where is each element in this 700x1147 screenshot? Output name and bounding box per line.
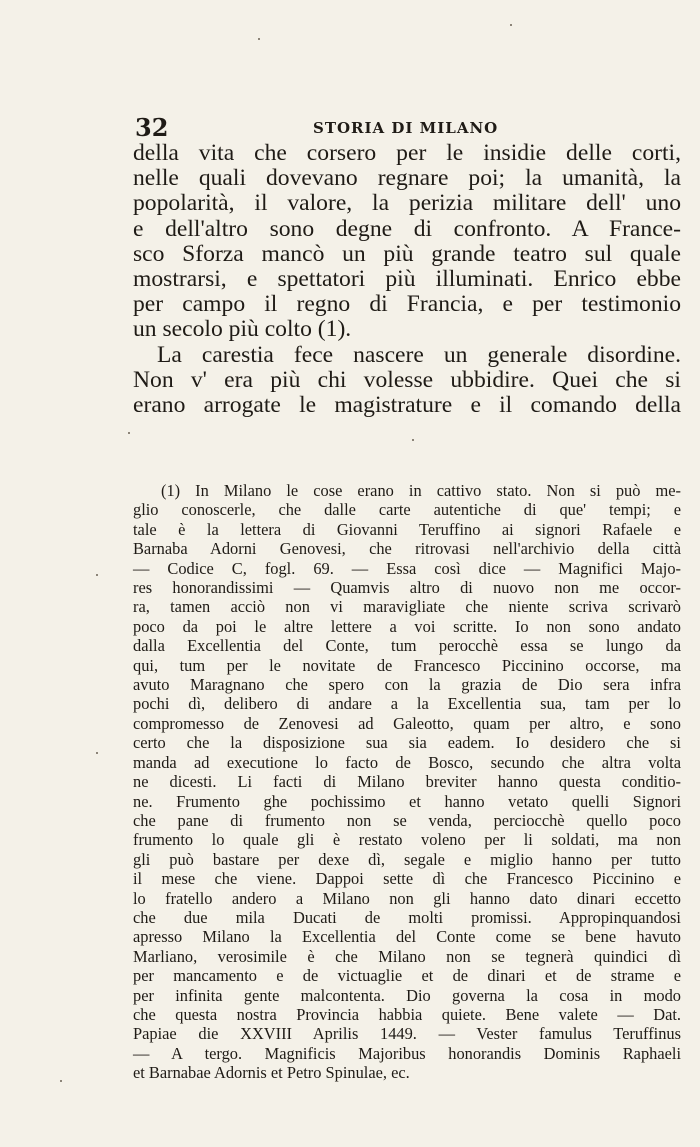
footnote-line: certo che la disposizione sua sia eadem. Io desidero che si bbox=[133, 733, 681, 753]
footnote-line: frumento lo quale gli è restato voleno per li soldati, ma non bbox=[133, 830, 681, 850]
footnote bbox=[133, 481, 681, 1083]
main-text-line: nelle quali dovevano regnare poi; la umanità, la bbox=[133, 165, 681, 192]
main-text-line: mostrarsi, e spettatori più illuminati. Enrico ebbe bbox=[133, 266, 681, 293]
footnote-line: ne dicesti. Li facti di Milano breviter hanno questa conditio- bbox=[133, 772, 681, 792]
main-text-line: per campo il regno di Francia, e per testimonio bbox=[133, 291, 681, 318]
page-header bbox=[135, 113, 675, 142]
footnote-line: per infinita gente malcontenta. Dio governa la cosa in modo bbox=[133, 985, 681, 1005]
paper-speck bbox=[412, 439, 414, 441]
footnote-line: poco da poi le altre lettere a voi scritte. Io non sono andato bbox=[133, 616, 681, 636]
paper-speck bbox=[96, 574, 98, 576]
footnote-line: — Codice C, fogl. 69. — Essa così dice — Magnifici Majo- bbox=[133, 558, 681, 578]
footnote-line: apresso Milano la Excellentia del Conte come se bene havuto bbox=[133, 927, 681, 947]
footnote-line: lo fratello andero a Milano non gli hanno dato dinari eccetto bbox=[133, 888, 681, 908]
footnote-line: che pane di frumento non se venda, perciocchè quello poco bbox=[133, 810, 681, 830]
main-text-line: sco Sforza mancò un più grande teatro sul quale bbox=[133, 240, 681, 267]
main-text-line: e dell'altro sono degne di confronto. A France- bbox=[133, 215, 681, 242]
footnote-line: pochi dì, delibero di andare a la Excellentia sua, tam per lo bbox=[133, 694, 681, 714]
main-text-line: La carestia fece nascere un generale disordine. bbox=[157, 341, 681, 368]
footnote-line: ne. Frumento ghe pochissimo et hanno vetato quelli Signori bbox=[133, 791, 681, 811]
footnote-line: gli può bastare per dexe dì, segale e miglio hanno per tutto bbox=[133, 849, 681, 869]
running-title: STORIA DI MILANO bbox=[313, 119, 499, 137]
main-text-line: un secolo più colto (1). bbox=[133, 316, 352, 343]
footnote-line: manda ad executione lo facto de Bosco, secundo che altra volta bbox=[133, 752, 681, 772]
footnote-line: Papiae die XXVIII Aprilis 1449. — Vester famulus Teruffinus bbox=[133, 1024, 681, 1044]
paper-speck bbox=[96, 752, 98, 754]
footnote-line: che questa nostra Provincia habbia quiete. Bene valete — Dat. bbox=[133, 1004, 681, 1024]
main-text-line: erano arrogate le magistrature e il comando della bbox=[133, 392, 681, 419]
footnote-line: il mese che viene. Dappoi sette dì che Francesco Piccinino e bbox=[133, 869, 681, 889]
footnote-line: per mancamento e de victuaglie et de dinari et de strame e bbox=[133, 966, 681, 986]
paper-speck bbox=[128, 432, 130, 434]
footnote-line: (1) In Milano le cose erano in cattivo stato. Non si può me- bbox=[161, 481, 681, 500]
page-number: 32 bbox=[135, 113, 169, 142]
paper-speck bbox=[60, 1080, 62, 1082]
main-text-line: della vita che corsero per le insidie delle corti, bbox=[133, 140, 681, 166]
footnote-line: — A tergo. Magnificis Majoribus honorandis Dominis Raphaeli bbox=[133, 1043, 681, 1063]
footnote-line: qui, tum per le novitate de Francesco Piccinino occorse, ma bbox=[133, 655, 681, 675]
main-text-line: popolarità, il valore, la perizia militare dell' uno bbox=[133, 190, 681, 217]
footnote-line: tale è la lettera di Giovanni Teruffino ai signori Rafaele e bbox=[133, 519, 681, 539]
footnote-line: che due mila Ducati de molti promissi. Appropinquandosi bbox=[133, 907, 681, 927]
footnote-line: compromesso de Zenovesi ad Galeotto, quam per altro, e sono bbox=[133, 713, 681, 733]
paper-speck bbox=[510, 24, 512, 26]
footnote-line: res honorandissimi — Quamvis altro di nuovo non me occor- bbox=[133, 578, 681, 598]
footnote-line: ra, tamen acciò non vi maravigliate che niente scriva scrivarò bbox=[133, 597, 681, 617]
main-text-line: Non v' era più chi volesse ubbidire. Quei che si bbox=[133, 366, 681, 393]
footnote-line: avuto Maragnano che spero con la grazia de Dio sera infra bbox=[133, 675, 681, 695]
footnote-line: et Barnabae Adornis et Petro Spinulae, ec. bbox=[133, 1063, 410, 1083]
main-text bbox=[133, 141, 681, 418]
footnote-line: Barnaba Adorni Genovesi, che ritrovasi nell'archivio della città bbox=[133, 539, 681, 559]
footnote-line: glio conoscerle, che dalle carte autentiche di que' tempi; e bbox=[133, 500, 681, 520]
footnote-line: dalla Excellentia del Conte, tum perocchè essa se lungo da bbox=[133, 636, 681, 656]
footnote-line: Marliano, verosimile è che Milano non se tegnerà quindici dì bbox=[133, 946, 681, 966]
paper-speck bbox=[258, 38, 260, 40]
